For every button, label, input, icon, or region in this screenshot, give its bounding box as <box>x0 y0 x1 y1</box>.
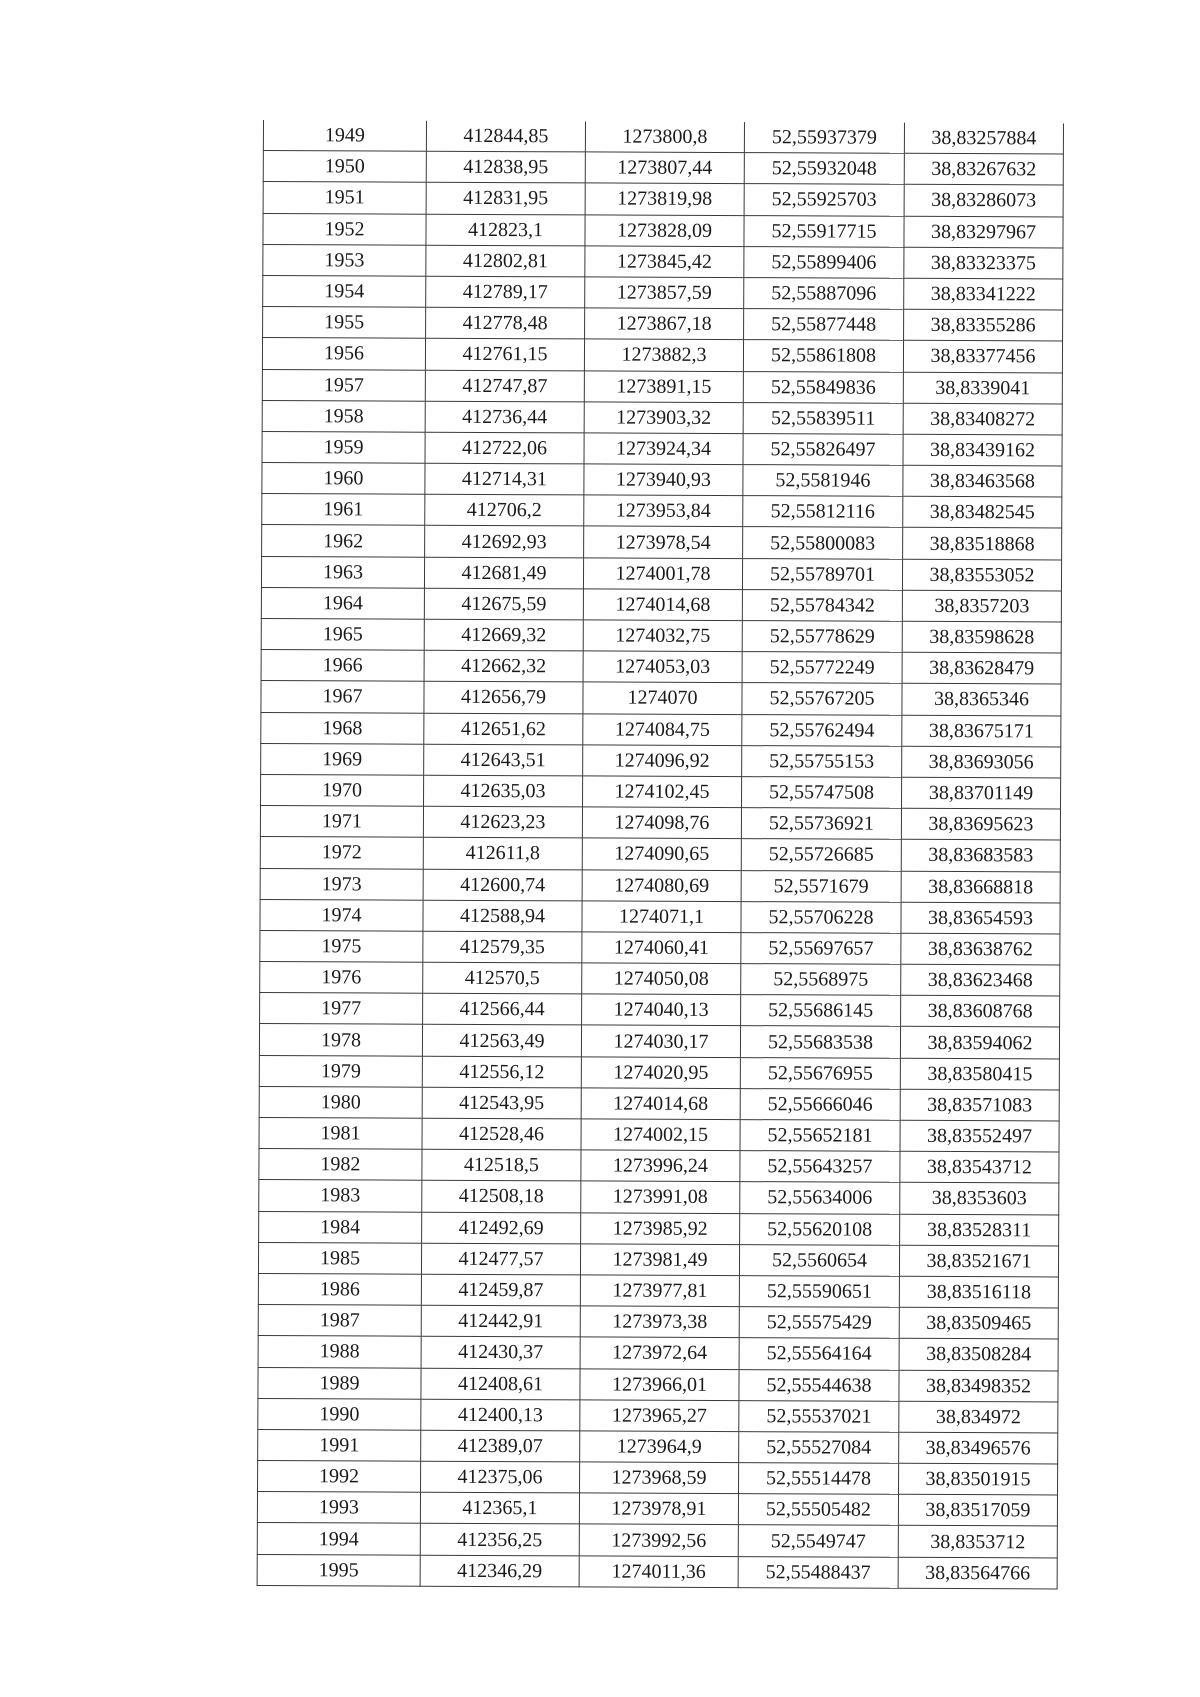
table-row <box>263 307 1063 342</box>
y-coordinate-cell: 1274084,75 <box>583 713 742 745</box>
point-number-cell: 1965 <box>261 618 424 650</box>
table-row <box>260 806 1060 841</box>
table-row <box>260 899 1060 934</box>
longitude-cell: 38,83377456 <box>903 341 1062 373</box>
x-coordinate-cell: 412706,2 <box>425 494 584 526</box>
point-number-cell: 1970 <box>261 774 424 806</box>
x-coordinate-cell: 412623,23 <box>423 806 582 838</box>
latitude-cell: 52,55861808 <box>743 340 903 372</box>
point-number-cell: 1988 <box>258 1336 421 1368</box>
longitude-cell: 38,83297967 <box>904 216 1063 248</box>
longitude-cell: 38,83580415 <box>900 1058 1059 1090</box>
y-coordinate-cell: 1274060,41 <box>582 932 741 964</box>
x-coordinate-cell: 412802,81 <box>426 245 585 277</box>
longitude-cell: 38,83594062 <box>900 1027 1059 1059</box>
table-row <box>257 1554 1057 1589</box>
table-row <box>257 1492 1057 1527</box>
y-coordinate-cell: 1274014,68 <box>583 589 742 621</box>
y-coordinate-cell: 1273973,38 <box>580 1306 739 1338</box>
longitude-cell: 38,83598628 <box>902 621 1061 653</box>
table-row <box>259 1024 1059 1059</box>
longitude-cell: 38,83516118 <box>899 1276 1058 1308</box>
table-row <box>262 369 1062 404</box>
y-coordinate-cell: 1274032,75 <box>583 620 742 652</box>
latitude-cell: 52,55800083 <box>743 527 903 559</box>
latitude-cell: 52,55755153 <box>742 745 902 777</box>
longitude-cell: 38,83257884 <box>904 123 1063 154</box>
y-coordinate-cell: 1273968,59 <box>580 1462 739 1494</box>
x-coordinate-cell: 412356,25 <box>420 1524 579 1556</box>
table-row <box>258 1367 1058 1402</box>
longitude-cell: 38,834972 <box>899 1401 1058 1433</box>
point-number-cell: 1962 <box>262 525 425 557</box>
latitude-cell: 52,55683538 <box>740 1026 900 1058</box>
table-row <box>258 1273 1058 1308</box>
point-number-cell: 1986 <box>258 1273 421 1305</box>
point-number-cell: 1987 <box>258 1305 421 1337</box>
y-coordinate-cell: 1274040,13 <box>582 994 741 1026</box>
x-coordinate-cell: 412831,95 <box>426 183 585 215</box>
table-row <box>263 151 1063 186</box>
x-coordinate-cell: 412400,13 <box>421 1399 580 1431</box>
table-row <box>259 1149 1059 1184</box>
table-row <box>261 618 1061 653</box>
table-row <box>260 962 1060 997</box>
x-coordinate-cell: 412570,5 <box>423 962 582 994</box>
x-coordinate-cell: 412736,44 <box>425 401 584 433</box>
latitude-cell: 52,55652181 <box>740 1120 900 1152</box>
point-number-cell: 1979 <box>259 1055 422 1087</box>
y-coordinate-cell: 1273964,9 <box>580 1431 739 1463</box>
point-number-cell: 1985 <box>258 1242 421 1274</box>
y-coordinate-cell: 1274071,1 <box>582 901 741 933</box>
latitude-cell: 52,55736921 <box>741 808 901 840</box>
y-coordinate-cell: 1273819,98 <box>585 183 744 215</box>
table-row <box>261 712 1061 747</box>
x-coordinate-cell: 412651,62 <box>424 713 583 745</box>
point-number-cell: 1959 <box>262 431 425 463</box>
longitude-cell: 38,83695623 <box>901 808 1060 840</box>
longitude-cell: 38,83683583 <box>901 840 1060 872</box>
latitude-cell: 52,55747508 <box>742 777 902 809</box>
x-coordinate-cell: 412579,35 <box>423 931 582 963</box>
latitude-cell: 52,55762494 <box>742 714 902 746</box>
y-coordinate-cell: 1274002,15 <box>581 1119 740 1151</box>
x-coordinate-cell: 412365,1 <box>420 1492 579 1524</box>
table-row <box>261 587 1061 622</box>
longitude-cell: 38,83571083 <box>900 1089 1059 1121</box>
point-number-cell: 1968 <box>261 712 424 744</box>
latitude-cell: 52,55643257 <box>740 1151 900 1183</box>
longitude-cell: 38,83517059 <box>898 1495 1057 1527</box>
latitude-cell: 52,55634006 <box>740 1182 900 1214</box>
y-coordinate-cell: 1273903,32 <box>584 402 743 434</box>
point-number-cell: 1964 <box>261 587 424 619</box>
latitude-cell: 52,55877448 <box>744 309 904 341</box>
y-coordinate-cell: 1274102,45 <box>583 776 742 808</box>
latitude-cell: 52,55937379 <box>744 122 904 153</box>
y-coordinate-cell: 1273807,44 <box>585 152 744 184</box>
longitude-cell: 38,83654593 <box>901 902 1060 934</box>
longitude-cell: 38,83608768 <box>901 996 1060 1028</box>
longitude-cell: 38,83498352 <box>899 1370 1058 1402</box>
latitude-cell: 52,55812116 <box>743 496 903 528</box>
table-row <box>263 244 1063 279</box>
y-coordinate-cell: 1273924,34 <box>584 433 743 465</box>
point-number-cell: 1967 <box>261 681 424 713</box>
y-coordinate-cell: 1273981,49 <box>580 1244 739 1276</box>
y-coordinate-cell: 1273857,59 <box>585 277 744 309</box>
table-row <box>257 1523 1057 1558</box>
table-row <box>258 1398 1058 1433</box>
point-number-cell: 1972 <box>260 837 423 869</box>
longitude-cell: 38,83553052 <box>902 559 1061 591</box>
longitude-cell: 38,83668818 <box>901 871 1060 903</box>
longitude-cell: 38,83638762 <box>901 933 1060 965</box>
y-coordinate-cell: 1273966,01 <box>580 1368 739 1400</box>
y-coordinate-cell: 1274096,92 <box>583 745 742 777</box>
longitude-cell: 38,83501915 <box>899 1463 1058 1495</box>
point-number-cell: 1957 <box>262 369 425 401</box>
y-coordinate-cell: 1273985,92 <box>581 1212 740 1244</box>
longitude-cell: 38,8365346 <box>902 684 1061 716</box>
latitude-cell: 52,55706228 <box>741 901 901 933</box>
table-row <box>258 1242 1058 1277</box>
longitude-cell: 38,83408272 <box>903 403 1062 435</box>
point-number-cell: 1991 <box>258 1429 421 1461</box>
x-coordinate-cell: 412838,95 <box>426 151 585 183</box>
x-coordinate-cell: 412662,32 <box>424 650 583 682</box>
longitude-cell: 38,83701149 <box>902 777 1061 809</box>
x-coordinate-cell: 412669,32 <box>424 619 583 651</box>
latitude-cell: 52,55697657 <box>741 932 901 964</box>
coordinates-table-body <box>257 120 1063 1589</box>
table-row <box>259 1117 1059 1152</box>
point-number-cell: 1966 <box>261 650 424 682</box>
point-number-cell: 1953 <box>263 244 426 276</box>
point-number-cell: 1989 <box>258 1367 421 1399</box>
y-coordinate-cell: 1273867,18 <box>585 308 744 340</box>
table-row <box>262 525 1062 560</box>
longitude-cell: 38,83564766 <box>898 1557 1057 1589</box>
latitude-cell: 52,55686145 <box>741 995 901 1027</box>
y-coordinate-cell: 1274020,95 <box>581 1057 740 1089</box>
latitude-cell: 52,55932048 <box>744 153 904 185</box>
x-coordinate-cell: 412761,15 <box>425 339 584 371</box>
y-coordinate-cell: 1274070 <box>583 682 742 714</box>
longitude-cell: 38,83518868 <box>903 528 1062 560</box>
table-row <box>258 1336 1058 1371</box>
y-coordinate-cell: 1273991,08 <box>581 1181 740 1213</box>
x-coordinate-cell: 412789,17 <box>426 276 585 308</box>
x-coordinate-cell: 412566,44 <box>423 993 582 1025</box>
y-coordinate-cell: 1273891,15 <box>584 370 743 402</box>
latitude-cell: 52,5568975 <box>741 964 901 996</box>
x-coordinate-cell: 412635,03 <box>424 775 583 807</box>
point-number-cell: 1969 <box>261 743 424 775</box>
table-row <box>260 993 1060 1028</box>
y-coordinate-cell: 1274011,36 <box>579 1556 738 1588</box>
y-coordinate-cell: 1273828,09 <box>585 214 744 246</box>
x-coordinate-cell: 412823,1 <box>426 214 585 246</box>
y-coordinate-cell: 1273940,93 <box>584 464 743 496</box>
table-row <box>259 1055 1059 1090</box>
longitude-cell: 38,83623468 <box>901 964 1060 996</box>
y-coordinate-cell: 1273800,8 <box>585 121 744 152</box>
point-number-cell: 1978 <box>259 1024 422 1056</box>
latitude-cell: 52,5571679 <box>741 870 901 902</box>
table-row <box>262 463 1062 498</box>
latitude-cell: 52,55772249 <box>742 652 902 684</box>
table-row <box>262 400 1062 435</box>
point-number-cell: 1982 <box>259 1149 422 1181</box>
table-row <box>258 1305 1058 1340</box>
latitude-cell: 52,55784342 <box>742 589 902 621</box>
table-row <box>258 1461 1058 1496</box>
latitude-cell: 52,55564164 <box>739 1338 899 1370</box>
x-coordinate-cell: 412675,59 <box>424 588 583 620</box>
point-number-cell: 1994 <box>257 1523 420 1555</box>
point-number-cell: 1975 <box>260 930 423 962</box>
x-coordinate-cell: 412588,94 <box>423 900 582 932</box>
x-coordinate-cell: 412778,48 <box>426 307 585 339</box>
latitude-cell: 52,55666046 <box>740 1088 900 1120</box>
point-number-cell: 1955 <box>263 307 426 339</box>
latitude-cell: 52,5549747 <box>738 1525 898 1557</box>
point-number-cell: 1995 <box>257 1554 420 1586</box>
latitude-cell: 52,55537021 <box>739 1400 899 1432</box>
y-coordinate-cell: 1273978,91 <box>579 1493 738 1525</box>
latitude-cell: 52,55849836 <box>743 371 903 403</box>
table-row <box>261 650 1061 685</box>
y-coordinate-cell: 1274090,65 <box>582 838 741 870</box>
x-coordinate-cell: 412528,46 <box>422 1118 581 1150</box>
latitude-cell: 52,55590651 <box>739 1276 899 1308</box>
point-number-cell: 1960 <box>262 463 425 495</box>
x-coordinate-cell: 412722,06 <box>425 432 584 464</box>
y-coordinate-cell: 1273882,3 <box>584 339 743 371</box>
latitude-cell: 52,55488437 <box>738 1556 898 1588</box>
x-coordinate-cell: 412492,69 <box>422 1212 581 1244</box>
longitude-cell: 38,83675171 <box>902 715 1061 747</box>
x-coordinate-cell: 412375,06 <box>421 1461 580 1493</box>
latitude-cell: 52,55778629 <box>742 621 902 653</box>
x-coordinate-cell: 412518,5 <box>422 1149 581 1181</box>
table-row <box>262 338 1062 373</box>
x-coordinate-cell: 412477,57 <box>421 1243 580 1275</box>
y-coordinate-cell: 1274001,78 <box>583 558 742 590</box>
y-coordinate-cell: 1273977,81 <box>580 1275 739 1307</box>
table-row <box>258 1429 1058 1464</box>
point-number-cell: 1992 <box>258 1461 421 1493</box>
longitude-cell: 38,8353712 <box>898 1526 1057 1558</box>
longitude-cell: 38,83628479 <box>902 652 1061 684</box>
latitude-cell: 52,55917715 <box>744 215 904 247</box>
longitude-cell: 38,8353603 <box>900 1183 1059 1215</box>
point-number-cell: 1974 <box>260 899 423 931</box>
latitude-cell: 52,5581946 <box>743 465 903 497</box>
latitude-cell: 52,55887096 <box>744 278 904 310</box>
longitude-cell: 38,83355286 <box>904 309 1063 341</box>
longitude-cell: 38,83552497 <box>900 1120 1059 1152</box>
x-coordinate-cell: 412681,49 <box>424 557 583 589</box>
point-number-cell: 1950 <box>263 151 426 183</box>
table-row <box>259 1180 1059 1215</box>
longitude-cell: 38,83508284 <box>899 1339 1058 1371</box>
y-coordinate-cell: 1274053,03 <box>583 651 742 683</box>
table-row <box>263 120 1063 154</box>
y-coordinate-cell: 1273972,64 <box>580 1337 739 1369</box>
table-row <box>263 275 1063 310</box>
latitude-cell: 52,55789701 <box>742 558 902 590</box>
longitude-cell: 38,83463568 <box>903 465 1062 497</box>
x-coordinate-cell: 412430,37 <box>421 1337 580 1369</box>
table-row <box>259 1211 1059 1246</box>
table-row <box>261 681 1061 716</box>
table-row <box>260 837 1060 872</box>
point-number-cell: 1963 <box>261 556 424 588</box>
longitude-cell: 38,83521671 <box>899 1245 1058 1277</box>
y-coordinate-cell: 1274014,68 <box>581 1088 740 1120</box>
point-number-cell: 1958 <box>262 400 425 432</box>
x-coordinate-cell: 412611,8 <box>423 838 582 870</box>
longitude-cell: 38,83482545 <box>903 497 1062 529</box>
y-coordinate-cell: 1273996,24 <box>581 1150 740 1182</box>
latitude-cell: 52,55514478 <box>739 1463 899 1495</box>
point-number-cell: 1977 <box>260 993 423 1025</box>
x-coordinate-cell: 412389,07 <box>421 1430 580 1462</box>
x-coordinate-cell: 412714,31 <box>425 463 584 495</box>
x-coordinate-cell: 412563,49 <box>422 1025 581 1057</box>
latitude-cell: 52,55575429 <box>739 1307 899 1339</box>
latitude-cell: 52,5560654 <box>739 1244 899 1276</box>
longitude-cell: 38,83286073 <box>904 185 1063 217</box>
y-coordinate-cell: 1273965,27 <box>580 1400 739 1432</box>
longitude-cell: 38,83496576 <box>899 1432 1058 1464</box>
x-coordinate-cell: 412656,79 <box>424 682 583 714</box>
point-number-cell: 1976 <box>260 962 423 994</box>
longitude-cell: 38,8357203 <box>902 590 1061 622</box>
longitude-cell: 38,83267632 <box>904 153 1063 185</box>
point-number-cell: 1949 <box>263 120 426 151</box>
point-number-cell: 1990 <box>258 1398 421 1430</box>
y-coordinate-cell: 1274080,69 <box>582 869 741 901</box>
longitude-cell: 38,83439162 <box>903 434 1062 466</box>
table-row <box>263 182 1063 217</box>
x-coordinate-cell: 412556,12 <box>422 1056 581 1088</box>
x-coordinate-cell: 412346,29 <box>420 1555 579 1587</box>
point-number-cell: 1980 <box>259 1086 422 1118</box>
x-coordinate-cell: 412408,61 <box>421 1368 580 1400</box>
longitude-cell: 38,8339041 <box>903 372 1062 404</box>
point-number-cell: 1983 <box>259 1180 422 1212</box>
x-coordinate-cell: 412508,18 <box>422 1181 581 1213</box>
table-row <box>259 1086 1059 1121</box>
x-coordinate-cell: 412692,93 <box>425 526 584 558</box>
point-number-cell: 1961 <box>262 494 425 526</box>
latitude-cell: 52,55527084 <box>739 1431 899 1463</box>
y-coordinate-cell: 1273845,42 <box>585 246 744 278</box>
latitude-cell: 52,55925703 <box>744 184 904 216</box>
x-coordinate-cell: 412459,87 <box>421 1274 580 1306</box>
point-number-cell: 1984 <box>259 1211 422 1243</box>
y-coordinate-cell: 1273978,54 <box>584 526 743 558</box>
x-coordinate-cell: 412600,74 <box>423 869 582 901</box>
x-coordinate-cell: 412844,85 <box>426 121 585 152</box>
table-row <box>262 431 1062 466</box>
latitude-cell: 52,55676955 <box>740 1057 900 1089</box>
point-number-cell: 1993 <box>257 1492 420 1524</box>
table-row <box>260 868 1060 903</box>
latitude-cell: 52,55767205 <box>742 683 902 715</box>
point-number-cell: 1952 <box>263 213 426 245</box>
point-number-cell: 1954 <box>263 275 426 307</box>
latitude-cell: 52,55839511 <box>743 402 903 434</box>
coordinates-table <box>257 120 1064 1589</box>
longitude-cell: 38,83543712 <box>900 1151 1059 1183</box>
latitude-cell: 52,55899406 <box>744 246 904 278</box>
x-coordinate-cell: 412543,95 <box>422 1087 581 1119</box>
table-row <box>261 556 1061 591</box>
latitude-cell: 52,55505482 <box>738 1494 898 1526</box>
longitude-cell: 38,83509465 <box>899 1307 1058 1339</box>
point-number-cell: 1951 <box>263 182 426 214</box>
table-row <box>262 494 1062 529</box>
table-row <box>260 930 1060 965</box>
latitude-cell: 52,55544638 <box>739 1369 899 1401</box>
x-coordinate-cell: 412747,87 <box>425 370 584 402</box>
y-coordinate-cell: 1274098,76 <box>582 807 741 839</box>
point-number-cell: 1981 <box>259 1117 422 1149</box>
longitude-cell: 38,83341222 <box>904 278 1063 310</box>
point-number-cell: 1971 <box>260 806 423 838</box>
y-coordinate-cell: 1273953,84 <box>584 495 743 527</box>
longitude-cell: 38,83323375 <box>904 247 1063 279</box>
point-number-cell: 1956 <box>262 338 425 370</box>
longitude-cell: 38,83693056 <box>902 746 1061 778</box>
y-coordinate-cell: 1274050,08 <box>582 963 741 995</box>
x-coordinate-cell: 412643,51 <box>424 744 583 776</box>
table-row <box>261 743 1061 778</box>
y-coordinate-cell: 1273992,56 <box>579 1524 738 1556</box>
point-number-cell: 1973 <box>260 868 423 900</box>
longitude-cell: 38,83528311 <box>900 1214 1059 1246</box>
table-row <box>261 774 1061 809</box>
latitude-cell: 52,55826497 <box>743 433 903 465</box>
y-coordinate-cell: 1274030,17 <box>581 1025 740 1057</box>
latitude-cell: 52,55726685 <box>741 839 901 871</box>
x-coordinate-cell: 412442,91 <box>421 1305 580 1337</box>
latitude-cell: 52,55620108 <box>740 1213 900 1245</box>
table-row <box>263 213 1063 248</box>
